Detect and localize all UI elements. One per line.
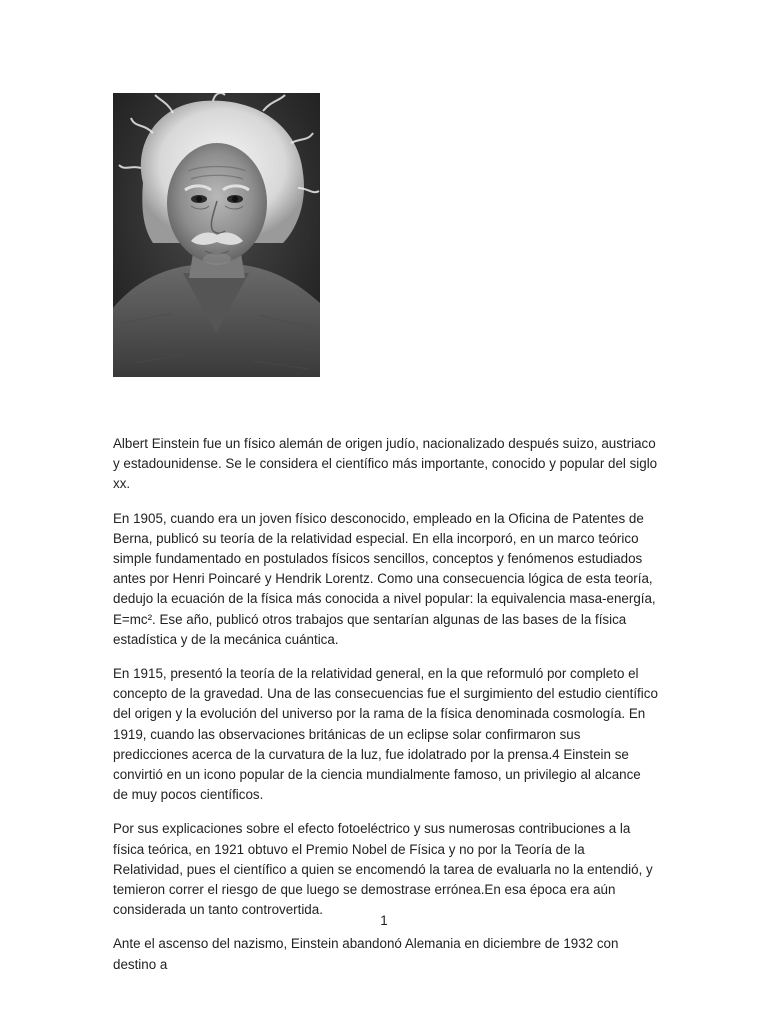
einstein-portrait-photo: [113, 93, 320, 377]
page-number: 1: [380, 913, 388, 928]
paragraph-3: En 1915, presentó la teoría de la relatividad general, en la que reformuló por completo el concepto de la gravedad. Una de las consecuencias fue el surgimiento del estudio científico del origen y la evolución del universo por la rama de la física denominada cosmología. En 1919, cuando las observaciones británicas de un eclipse solar confirmaron sus predicciones acerca de la curvatura de la luz, fue idolatrado por la prensa.4 Einstein se convirtió en un icono popular de la ciencia mundialmente famoso, un privilegio al alcance de muy pocos científicos.: [113, 666, 658, 803]
paragraph-2: En 1905, cuando era un joven físico desconocido, empleado en la Oficina de Patentes de Berna, publicó su teoría de la relatividad especial. En ella incorporó, en un marco teórico simple fundamentado en postulados físicos sencillos, conceptos y fenómenos estudiados antes por Henri Poincaré y Hendrik Lorentz. Como una consecuencia lógica de esta teoría, dedujo la ecuación de la física más conocida a nivel popular: la equivalencia masa-energía, E=mc². Ese año, publicó otros trabajos que sentarían algunas de las bases de la física estadística y de la mecánica cuántica.: [113, 510, 656, 647]
paragraph-4: Por sus explicaciones sobre el efecto fotoeléctrico y sus numerosas contribuciones a la física teórica, en 1921 obtuvo el Premio Nobel de Física y no por la Teoría de la Relatividad, pues el científico a quien se encomendó la tarea de evaluarla no la entendió, y temieron correr el riesgo de que luego se demostrase errónea.En esa época era aún considerada un tanto controvertida.: [113, 821, 653, 918]
article-body: [113, 434, 658, 989]
paragraph-1: Albert Einstein fue un físico alemán de origen judío, nacionalizado después suizo, austriaco y estadounidense. Se le considera el científico más importante, conocido y popular del siglo xx.: [113, 436, 658, 492]
paragraph-5: Ante el ascenso del nazismo, Einstein abandonó Alemania en diciembre de 1932 con destino a: [113, 936, 619, 972]
portrait-illustration: [113, 93, 320, 377]
